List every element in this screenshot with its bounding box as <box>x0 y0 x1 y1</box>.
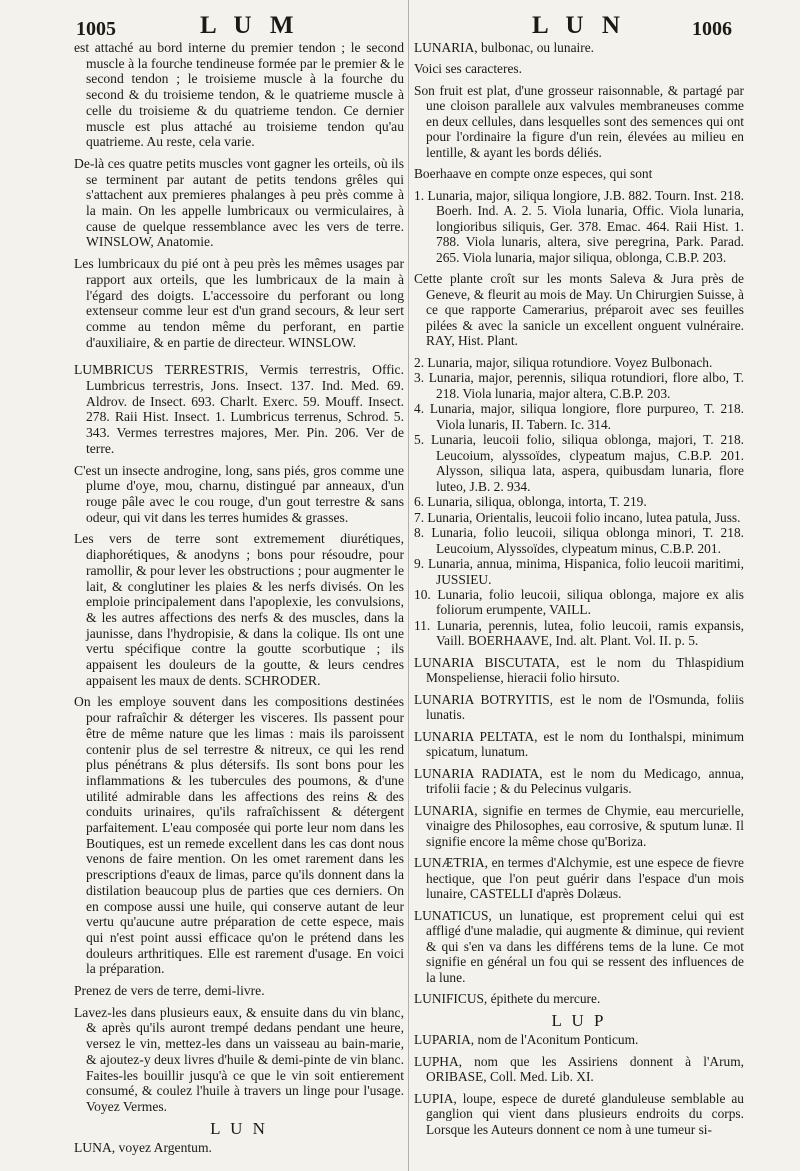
page-header <box>0 4 800 44</box>
entry: LUPIA, loupe, espece de dureté glanduleuse semblable au ganglion qui vient dans plusieurs endroits du corps. Lorsque les Auteurs donnent ce nom à une tumeur si- <box>414 1090 744 1137</box>
entry: LUNARIA BISCUTATA, est le nom du Thlaspidium Monspeliense, hieracii folio hirsuto. <box>414 654 744 686</box>
entry: LUNARIA BOTRYITIS, est le nom de l'Osmunda, foliis lunatis. <box>414 691 744 723</box>
column-divider <box>408 0 409 1171</box>
recipe-line: Prenez de vers de terre, demi-livre. <box>74 983 265 999</box>
entry-lumbricus: LUMBRICUS TERRESTRIS, Vermis terrestris, Offic. Lumbricus terrestris, Jons. Insect. 137. Ind. Med. 69. Aldrov. de Insect. 693. Charlt. Exerc. 59. Mouff. Insect. 278. Raii Hist. Insect. 1. Lumbricus terrenus, Schrod. 5. 343. Vermes terrestres majores, Mer. Pin. 206. Ver de terre. <box>74 362 404 456</box>
paragraph: Les vers de terre sont extremement diurétiques, diaphorétiques, & anodyns ; bons pour résoudre, pour ramollir, & pour lever les obstructions ; pour augmenter le lait, & conglutiner les plaies & les nerfs divisés. On les emploie principalement dans l'apoplexie, les convulsions, & les autres affections des nerfs & des muscles, dans la jaunisse, dans l'hydropisie, & dans la colique. Ils ont une vertu spécifique contre la goutte scorbutique ; ils appaisent les douleurs de la goutte, & leurs cendres appaisent les maux de dents. SCHRODER. <box>74 531 404 688</box>
species-item: 8. Lunaria, folio leucoii, siliqua oblonga minori, T. 218. Leucoium, Alyssoïdes, clypeatum minus, C.B.P. 201. <box>414 525 744 556</box>
right-page-number: 1006 <box>692 18 732 40</box>
entry: LUNARIA, signifie en termes de Chymie, eau mercurielle, vinaigre des Philosophes, eau corrosive, & sputum lunæ. Il signifie encore la même chose qu'Boriza. <box>414 802 744 849</box>
left-running-title: L U M <box>200 12 300 39</box>
paragraph: Cette plante croît sur les monts Saleva & Jura près de Geneve, & fleurit au mois de May. Un Chirurgien Suisse, à ce que rapporte Camerarius, préparoit avec ses feuilles pilées & avec la sanicle un excellent onguent vulnéraire. RAY, Hist. Plant. <box>414 271 744 349</box>
species-item: 4. Lunaria, major, siliqua longiore, flore purpureo, T. 218. Viola lunaris, II. Tabern. Ic. 314. <box>414 401 744 432</box>
paragraph: Lavez-les dans plusieurs eaux, & ensuite dans du vin blanc, & après qu'ils auront trempé dedans pendant une heure, versez le vin, mettez-les dans un vaisseau au bain-marie, & ajoutez-y deux livres d'huile & demi-pinte de vin blanc. Faites-les bouillir jusqu'à ce que le vin soit entierement consumé, & coulez l'huile à travers un linge pour l'usage. Voyez Vermes. <box>74 1004 404 1114</box>
entry: LUNARIA RADIATA, est le nom du Medicago, annua, trifolii facie ; & du Pelecinus vulgaris. <box>414 765 744 797</box>
paragraph: est attaché au bord interne du premier tendon ; le second muscle à la fourche tendineuse formée par le premier & le second tendon ; le troisieme muscle à la fourche du second & du troisieme tendon, & le quatrieme muscle à celle du troisieme & du quatrieme tendon. Ce dernier muscle est plus attaché au troisieme tendon qu'au quatrieme. Au reste, cela varie. <box>74 40 404 150</box>
entry-lunaria: LUNARIA, bulbonac, ou lunaire. <box>414 40 594 55</box>
paragraph: On les employe souvent dans les compositions destinées pour rafraîchir & déterger les visceres. Ils passent pour être de même nature que les limas : mais ils paroissent contenir plus de sel terrestre & nitreux, ce qui les rend plus pénétrans & plus détersifs. Ils sont bons pour les inflammations & les tubercules des poumons, & d'une utilité admirable dans les affections des reins & des conduits urinaires, qu'ils rafraîchissent & détergent parfaitement. L'eau composée qui porte leur nom dans les Boutiques, est un remede excellent dans les cas dont nous venons de faire mention. On les omet rarement dans les prescriptions d'eaux de limas, parce qu'ils donnent dans la distilation beaucoup plus de parties que ces derniers. On en compose aussi une huile, qui conserve autant de leur vertu qu'aucune autre préparation de cette espece, mais qui n'est point aussi efficace qu'on le prétend dans les douleurs arthritiques. Elle est rarement d'usage. En voici la préparation. <box>74 694 404 977</box>
left-column <box>74 40 404 1162</box>
species-item: 2. Lunaria, major, siliqua rotundiore. Voyez Bulbonach. <box>414 354 713 370</box>
species-item: 11. Lunaria, perennis, lutea, folio leucoii, ramis expansis, Vaill. BOERHAAVE, Ind. alt. Plant. Vol. II. p. 5. <box>414 617 744 649</box>
left-page-number: 1005 <box>76 18 116 40</box>
entry: LUPHA, nom que les Assiriens donnent à l'Arum, ORIBASE, Coll. Med. Lib. XI. <box>414 1053 744 1085</box>
paragraph: Son fruit est plat, d'une grosseur raisonnable, & partagé par une cloison parallele aux valvules membraneuses comme en deux cellules, dans lesquelles sont des semences qui ont pour l'ordinaire la figure d'un rein, élevées au milieu en lentille, & ayant les bords déliés. <box>414 82 744 160</box>
entry: LUPARIA, nom de l'Aconitum Ponticum. <box>414 1032 639 1048</box>
entry: LUNATICUS, un lunatique, est proprement celui qui est affligé d'une maladie, qui augmente & diminue, qui revient & qui s'en va dans les différens tems de la lune. Ce mot signifie en général un fou qui se ressent des influences de la lune. <box>414 907 744 985</box>
species-item: 9. Lunaria, annua, minima, Hispanica, folio leucoii maritimi, JUSSIEU. <box>414 556 744 587</box>
entry: LUNARIA PELTATA, est le nom du Ionthalspi, minimum spicatum, lunatum. <box>414 728 744 760</box>
species-item: 5. Lunaria, leucoii folio, siliqua oblonga, majori, T. 218. Leucoium, alyssoïdes, clypeatum majus, C.B.P. 201. Alysson, siliqua lata, aspera, quibusdam lunaria, flore luteo, J.B. 2. 934. <box>414 432 744 494</box>
right-running-title: L U N <box>532 12 626 39</box>
species-item: 1. Lunaria, major, siliqua longiore, J.B. 882. Tourn. Inst. 218. Boerh. Ind. A. 2. 5. Viola lunaria, Offic. Viola lunaria, longioribus siliquis, Ger. 378. Emac. 464. Raii Hist. 1. 788. Viola lunaris, altera, sive peregrina, Park. Parad. 265. Viola lunaria, major siliqua, oblonga, C.B.P. 203. <box>414 187 744 265</box>
species-item: 3. Lunaria, major, perennis, siliqua rotundiori, flore albo, T. 218. Viola lunaria, major altera, C.B.P. 203. <box>414 370 744 401</box>
entry: LUNIFICUS, épithete du mercure. <box>414 991 601 1007</box>
section-heading: L U N <box>210 1118 268 1138</box>
paragraph: De-là ces quatre petits muscles vont gagner les orteils, où ils se terminent par autant de petits tendons grêles qui s'attachent aux premieres phalanges à peu près comme à la main. On les appelle lumbricaux ou vermiculaires, à cause de quelque ressemblance avec les vers de terre. WINSLOW, Anatomie. <box>74 155 404 250</box>
paragraph: C'est un insecte androgine, long, sans piés, gros comme une plume d'oye, mou, charnu, distingué par anneaux, d'un rouge pâle avec le cou rouge, d'un gout terrestre & sans odeur, qui vit dans les terres humides & grasses. <box>74 462 404 525</box>
paragraph: Boerhaave en compte onze especes, qui sont <box>414 166 653 182</box>
species-item: 7. Lunaria, Orientalis, leucoii folio incano, lutea patula, Juss. <box>414 509 741 525</box>
paragraph: Les lumbricaux du pié ont à peu près les mêmes usages par rapport aux orteils, que les lumbricaux de la main à l'égard des doigts. L'accessoire du perforant ou long extenseur comme leur est d'un grand secours, & leur sert comme au tendon même du perforant, en partie d'auxiliaire, & en partie de directeur. WINSLOW. <box>74 256 404 350</box>
paragraph: Voici ses caracteres. <box>414 61 522 77</box>
entry: LUNÆTRIA, en termes d'Alchymie, est une espece de fievre hectique, que l'on peut guérir dans l'espace d'un mois lunaire, CASTELLI d'après Dolæus. <box>414 855 744 902</box>
species-item: 10. Lunaria, folio leucoii, siliqua oblonga, majore ex alis foliorum erumpente, VAILL. <box>414 586 744 618</box>
entry-luna: LUNA, voyez Argentum. <box>74 1140 212 1156</box>
right-column <box>414 40 744 1143</box>
section-heading: L U P <box>551 1010 607 1030</box>
species-item: 6. Lunaria, siliqua, oblonga, intorta, T. 219. <box>414 494 647 510</box>
